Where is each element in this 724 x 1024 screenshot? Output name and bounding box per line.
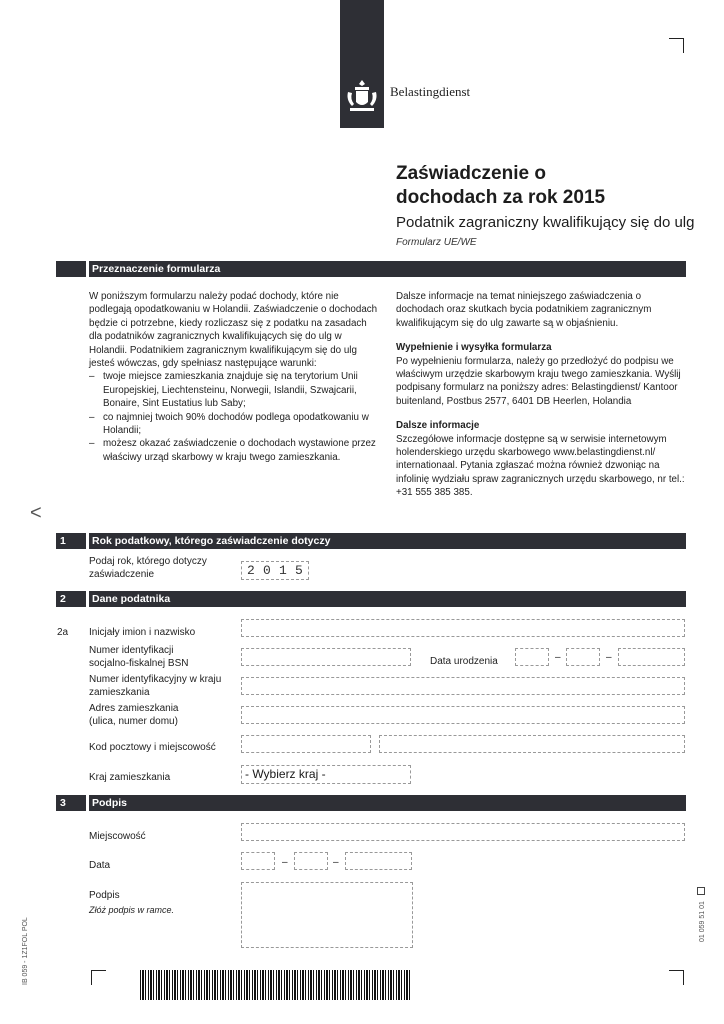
country-label: Kraj zamieszkania [89, 772, 171, 783]
page-title: Zaświadczenie o dochodach za rok 2015 [396, 163, 606, 208]
info-paragraph: Dalsze informacje na temat niniejszego zaświadczenia o dochodach oraz skutkach bycia podatnikiem zagranicznym kwalifikującym się do ulg zawarte są w objaśnieniu. [396, 291, 652, 329]
intro-right-column [396, 290, 686, 511]
crop-mark-bottom-right [669, 970, 684, 985]
section-bar-1: 1 Rok podatkowy, którego zaświadczenie dotyczy [56, 533, 686, 549]
date-label: Data [89, 860, 111, 871]
bsn-input[interactable] [241, 648, 411, 666]
taxid-label: Numer identyfikacyjny w kraju zamieszkania [89, 674, 222, 698]
section-bar-purpose: Przeznaczenie formularza [56, 261, 686, 277]
name-label: Inicjały imion i nazwisko [89, 627, 196, 638]
logo-band [340, 0, 384, 128]
more-info-paragraph: Szczegółowe informacje dostępne są w serwisie internetowym holenderskiego urzędu skarbowego www.belastingdienst.nl/ internationaal. Pytania zgłaszać można również dzwoniąc na infolinię wydziału spraw zagranicznych urzędu skarbowego, nr tel.: +31 555 385 385. [396, 433, 685, 499]
year-label: Podaj rok, którego dotyczy zaświadczenie [89, 556, 207, 580]
date-separator: – [333, 857, 339, 868]
birth-year-input[interactable] [618, 648, 685, 666]
form-code-left: IB 059 - 1Z1FOL POL [22, 917, 29, 985]
date-separator: – [555, 652, 561, 663]
brand-name: Belastingdienst [390, 84, 471, 99]
place-label: Miejscowość [89, 831, 146, 842]
fill-send-paragraph: Po wypełnieniu formularza, należy go przedłożyć do podpisu we właściwym urzędzie skarbowym kraju twego zamieszkania. Wyślij podpisany formularz na poniższy adres: Belastingdienst/ Kantoor buitenland, Postbus 2577, 6401 DB Heerlen, Holandia [396, 355, 681, 407]
birth-day-input[interactable] [515, 648, 549, 666]
country-select[interactable]: - Wybierz kraj - [241, 765, 411, 784]
postcode-label: Kod pocztowy i miejscowość [89, 742, 216, 753]
sign-month-input[interactable] [294, 852, 328, 870]
intro-paragraph: W poniższym formularzu należy podać dochody, które nie podlegają opodatkowaniu w Holandii. Zaświadczenie o dochodach będzie ci potrzebne, kiedy rozliczasz się z podatku na zasadach dla podatników zagranicznych kwalifikujących się do ulg w Holandii. Podatnikiem zagranicznym kwalifikującym się do ulg jesteś wówczas, gdy spełniasz następujące warunki: [89, 291, 378, 370]
sign-day-input[interactable] [241, 852, 275, 870]
heading-fill-send: Wypełnienie i wysyłka formularza [396, 342, 552, 354]
checkbox-marker [697, 887, 705, 895]
sign-year-input[interactable] [345, 852, 412, 870]
list-item: – możesz okazać zaświadczenie o dochodach wystawione przez właściwy urząd skarbowy w kraju twego zamieszkania. [89, 438, 376, 463]
city-input[interactable] [379, 735, 685, 753]
bsn-label: Numer identyfikacji socjalno-fiskalnej BSN [89, 645, 189, 669]
year-input[interactable]: 2 0 1 5 [241, 561, 309, 580]
intro-left-column [89, 290, 379, 464]
address-label: Adres zamieszkania (ulica, numer domu) [89, 703, 179, 727]
barcode [140, 970, 410, 1000]
crop-mark-top-right [669, 38, 684, 53]
heading-more-info: Dalsze informacje [396, 420, 480, 432]
conditions-list [89, 370, 379, 464]
subsection-number: 2a [57, 627, 69, 638]
taxid-input[interactable] [241, 677, 685, 695]
address-input[interactable] [241, 706, 685, 724]
chevron-left-icon: < [30, 502, 42, 524]
coat-of-arms-icon [344, 78, 380, 114]
birth-date-label: Data urodzenia [430, 656, 498, 667]
name-input[interactable] [241, 619, 685, 637]
page-subtitle: Podatnik zagraniczny kwalifikujący się do ulg [396, 214, 695, 231]
birth-month-input[interactable] [566, 648, 600, 666]
date-separator: – [282, 857, 288, 868]
signature-box[interactable] [241, 882, 413, 948]
date-separator: – [606, 652, 612, 663]
form-code-right: 01 059 51 01 [699, 901, 706, 942]
section-bar-3: 3 Podpis [56, 795, 686, 811]
crop-mark-bottom-left [91, 970, 106, 985]
form-code: Formularz UE/WE [396, 237, 477, 248]
section-bar-2: 2 Dane podatnika [56, 591, 686, 607]
signature-label: Podpis [89, 890, 120, 901]
postcode-input[interactable] [241, 735, 371, 753]
list-item: – co najmniej twoich 90% dochodów podlega opodatkowaniu w Holandii; [89, 411, 369, 437]
signature-hint: Złóż podpis w ramce. [89, 905, 175, 915]
list-item: – twoje miejsce zamieszkania znajduje się na terytorium Unii Europejskiej, Liechtensteinu, Norwegii, Islandii, Szwajcarii, Bonaire, Sint Eustatius lub Saby; [89, 371, 358, 410]
place-input[interactable] [241, 823, 685, 841]
